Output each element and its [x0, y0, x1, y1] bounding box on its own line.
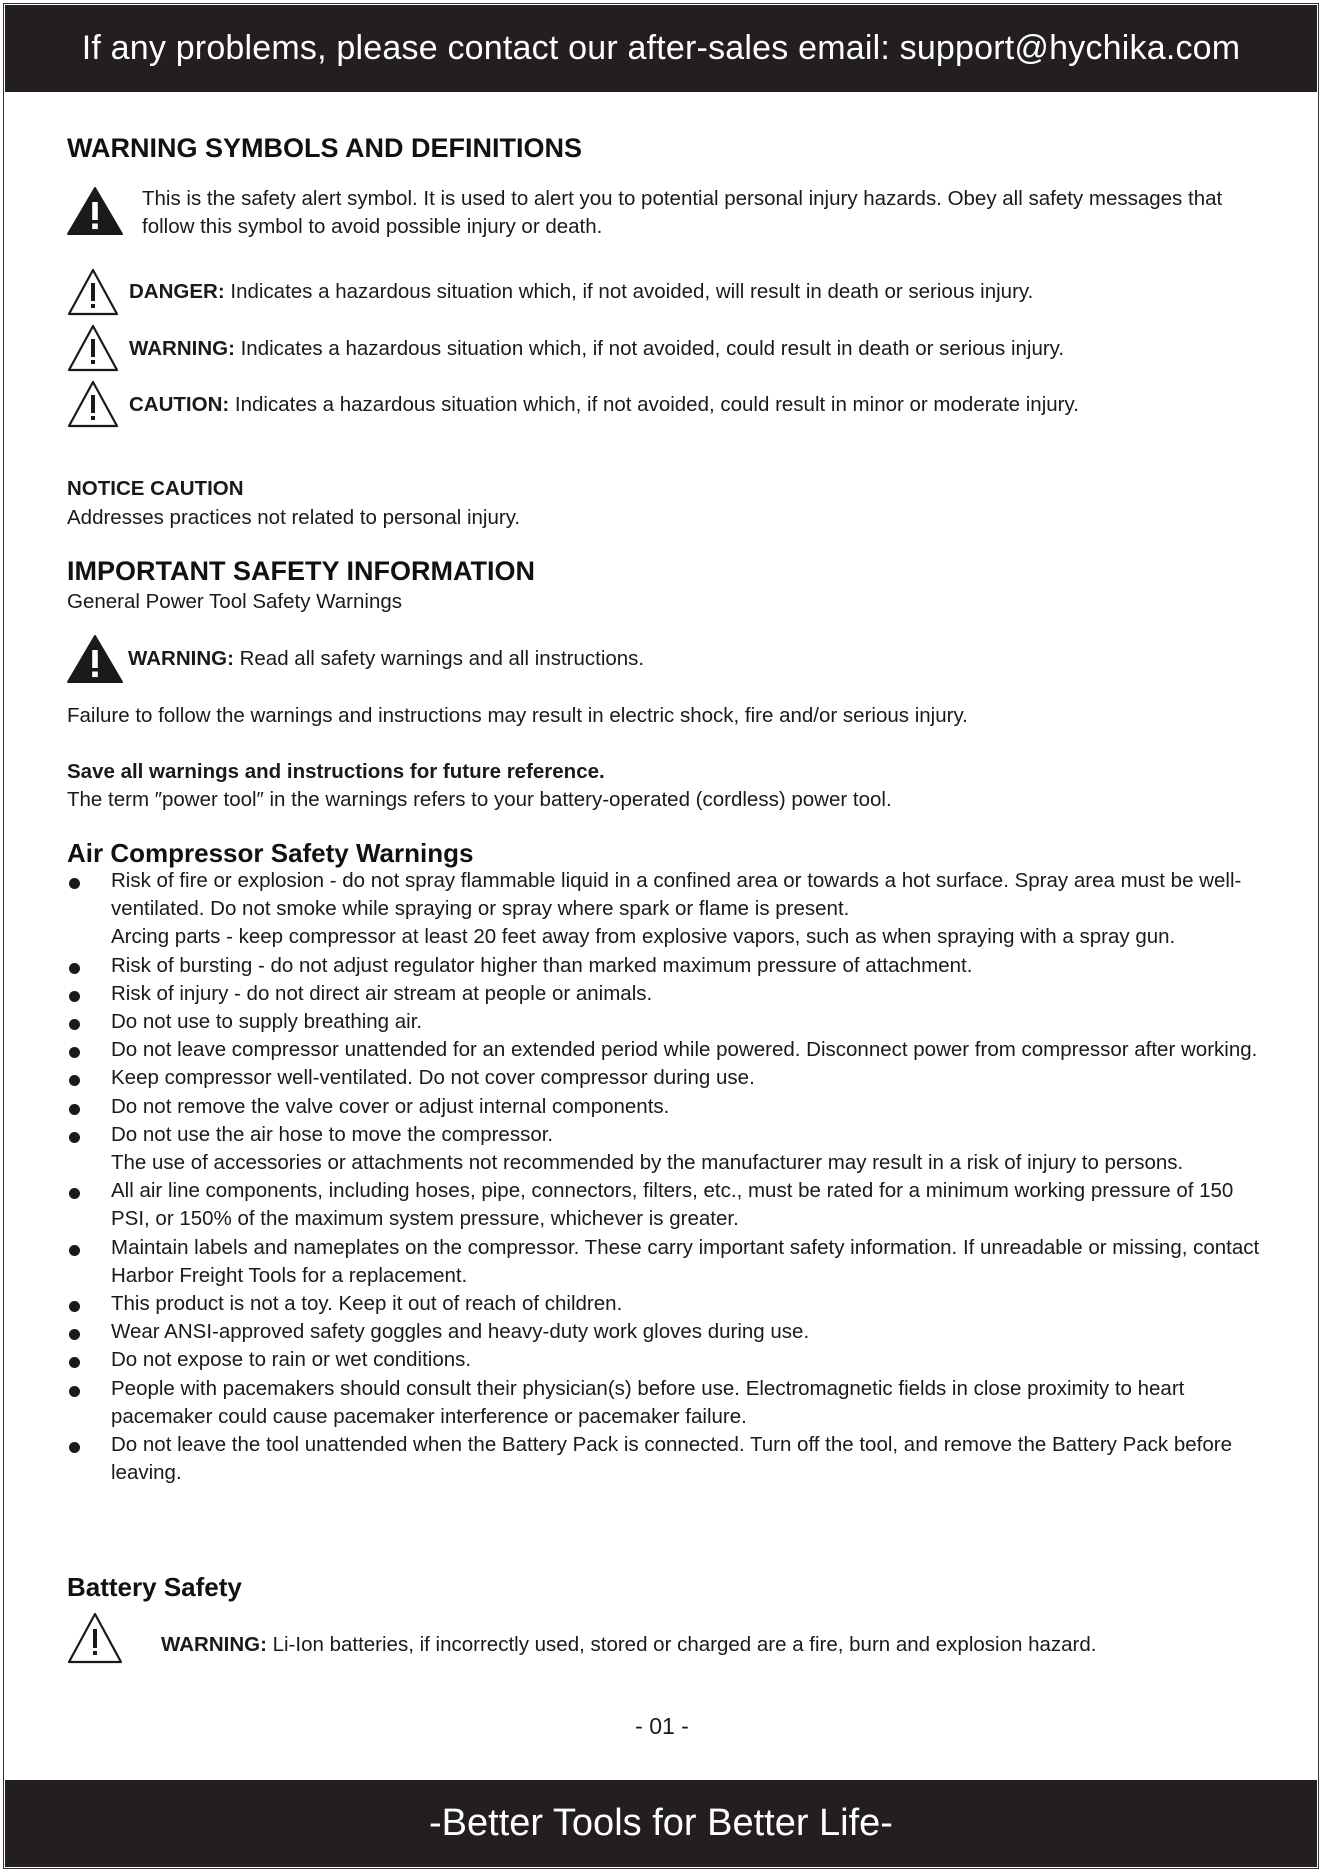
bullet-dot-icon	[69, 1019, 80, 1030]
battery-warning-text: Li-Ion batteries, if incorrectly used, stored or charged are a fire, burn and explosion hazard.	[266, 1633, 1097, 1656]
compressor-warning-text: This product is not a toy. Keep it out of reach of children.	[111, 1292, 623, 1316]
warning-text: Indicates a hazardous situation which, if not avoided, could result in death or serious injury.	[234, 337, 1065, 360]
warning-triangle-solid-icon	[67, 634, 123, 684]
compressor-warning-item	[67, 952, 1262, 980]
compressor-warning-text: Do not expose to rain or wet conditions.	[111, 1348, 472, 1372]
compressor-warning-text: Do not leave compressor unattended for an extended period while powered. Disconnect power from compressor after working.	[111, 1038, 1258, 1062]
compressor-warning-text: Risk of fire or explosion - do not spray flammable liquid in a confined area or towards a hot surface. Spray area must be well-ventilated. Do not smoke while spraying or spray where spark or flame is present.	[111, 869, 1242, 921]
compressor-warning-text: Arcing parts - keep compressor at least 20 feet away from explosive vapors, such as when spraying with a spray gun.	[111, 925, 1176, 949]
caution-text: Indicates a hazardous situation which, if not avoided, could result in minor or moderate injury.	[229, 393, 1079, 416]
bullet-dot-icon	[69, 1104, 80, 1115]
compressor-warning-item	[67, 1093, 1262, 1121]
bullet-dot-icon	[69, 1132, 80, 1143]
compressor-warnings-list	[67, 867, 1262, 1487]
slogan-banner	[5, 1780, 1317, 1867]
compressor-warnings-title: Air Compressor Safety Warnings	[67, 838, 474, 868]
bullet-dot-icon	[69, 1075, 80, 1086]
read-warning-label: WARNING:	[128, 647, 234, 670]
failure-statement: Failure to follow the warnings and instructions may result in electric shock, fire and/or serious injury.	[67, 704, 968, 727]
symbols-section-title: WARNING SYMBOLS AND DEFINITIONS	[67, 133, 583, 163]
bullet-dot-icon	[69, 1442, 80, 1453]
compressor-warning-item	[67, 1375, 1262, 1431]
bullet-dot-icon	[69, 1301, 80, 1312]
compressor-warning-text: Keep compressor well-ventilated. Do not cover compressor during use.	[111, 1066, 755, 1090]
bullet-dot-icon	[69, 1329, 80, 1340]
danger-text: Indicates a hazardous situation which, if not avoided, will result in death or serious injury.	[224, 280, 1034, 303]
warning-label: WARNING:	[129, 337, 235, 360]
compressor-warning-text: Do not use the air hose to move the compressor.	[111, 1122, 554, 1146]
compressor-warning-text: Risk of bursting - do not adjust regulator higher than marked maximum pressure of attachment.	[111, 953, 973, 977]
notice-title: NOTICE CAUTION	[67, 477, 244, 500]
danger-label: DANGER:	[129, 280, 225, 303]
power-tool-term-note: The term ″power tool″ in the warnings refers to your battery-operated (cordless) power tool.	[67, 788, 892, 811]
save-instructions-note: Save all warnings and instructions for future reference.	[67, 760, 605, 783]
warning-definition	[129, 335, 1064, 363]
notice-text: Addresses practices not related to personal injury.	[67, 506, 521, 529]
compressor-warning-item	[67, 1431, 1262, 1487]
bullet-dot-icon	[69, 1357, 80, 1368]
slogan-text: -Better Tools for Better Life-	[429, 1802, 893, 1844]
alert-symbol-description: This is the safety alert symbol. It is used to alert you to potential personal injury hazards. Obey all safety messages that follow this symbol to avoid possible injury or death.	[142, 187, 1223, 238]
compressor-warning-item	[67, 1149, 1262, 1177]
compressor-warning-item	[67, 1064, 1262, 1092]
caution-definition	[129, 391, 1079, 419]
bullet-dot-icon	[69, 1386, 80, 1397]
warning-triangle-solid-icon	[67, 186, 123, 236]
battery-warning-label: WARNING:	[161, 1633, 267, 1656]
battery-warning	[161, 1631, 1096, 1659]
compressor-warning-text: All air line components, including hoses, pipe, connectors, filters, etc., must be rated for a minimum working pressure of 150 PSI, or 150% of the maximum system pressure, whichever is greater.	[111, 1179, 1234, 1231]
compressor-warning-item	[67, 1177, 1262, 1233]
compressor-warning-item	[67, 1318, 1262, 1346]
read-warning-text: Read all safety warnings and all instructions.	[233, 647, 645, 670]
compressor-warning-item	[67, 1234, 1262, 1290]
compressor-warning-text: People with pacemakers should consult their physician(s) before use. Electromagnetic fields in close proximity to heart pacemaker could cause pacemaker interference or pacemaker failure.	[111, 1376, 1185, 1428]
caution-label: CAUTION:	[129, 393, 230, 416]
compressor-warning-text: Do not use to supply breathing air.	[111, 1010, 423, 1034]
bullet-dot-icon	[69, 1188, 80, 1199]
bullet-dot-icon	[69, 963, 80, 974]
compressor-warning-item	[67, 1008, 1262, 1036]
compressor-warning-text: Maintain labels and nameplates on the compressor. These carry important safety information. If unreadable or missing, contact Harbor Freight Tools for a replacement.	[111, 1235, 1260, 1287]
contact-banner	[5, 5, 1317, 92]
warning-triangle-outline-icon	[67, 324, 119, 372]
compressor-warning-item	[67, 980, 1262, 1008]
compressor-warning-item	[67, 1290, 1262, 1318]
warning-triangle-outline-icon	[67, 268, 119, 316]
bullet-dot-icon	[69, 1245, 80, 1256]
warning-triangle-outline-icon	[67, 1612, 123, 1664]
safety-info-subtitle: General Power Tool Safety Warnings	[67, 590, 402, 613]
compressor-warning-text: Risk of injury - do not direct air stream at people or animals.	[111, 981, 653, 1005]
compressor-warning-text: Wear ANSI-approved safety goggles and heavy-duty work gloves during use.	[111, 1320, 810, 1344]
compressor-warning-item	[67, 867, 1262, 923]
compressor-warning-item	[67, 1346, 1262, 1374]
compressor-warning-text: Do not remove the valve cover or adjust internal components.	[111, 1094, 670, 1118]
bullet-dot-icon	[69, 1047, 80, 1058]
read-instructions-warning	[128, 645, 644, 673]
page-number: - 01 -	[635, 1713, 689, 1739]
battery-safety-title: Battery Safety	[67, 1572, 242, 1602]
bullet-dot-icon	[69, 991, 80, 1002]
compressor-warning-item	[67, 1121, 1262, 1149]
warning-triangle-outline-icon	[67, 380, 119, 428]
compressor-warning-text: The use of accessories or attachments not recommended by the manufacturer may result in a risk of injury to persons.	[111, 1151, 1184, 1175]
compressor-warning-item	[67, 923, 1262, 951]
contact-text: If any problems, please contact our after-sales email: support@hychika.com	[81, 29, 1241, 67]
safety-info-title: IMPORTANT SAFETY INFORMATION	[67, 556, 535, 586]
compressor-warning-text: Do not leave the tool unattended when the Battery Pack is connected. Turn off the tool, and remove the Battery Pack before leaving.	[111, 1433, 1232, 1485]
compressor-warning-item	[67, 1036, 1262, 1064]
danger-definition	[129, 278, 1033, 306]
bullet-dot-icon	[69, 878, 80, 889]
